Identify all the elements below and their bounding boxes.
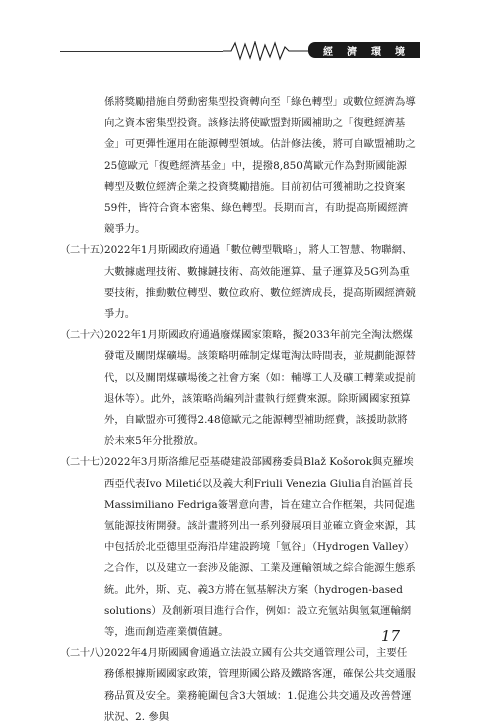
item-number: （二十八） <box>60 647 110 660</box>
section-title-char: 環 <box>371 46 381 58</box>
item-number: （二十五） <box>60 244 110 257</box>
paragraph-text: 係將獎勵措施自勞動密集型投資轉向至「綠色轉型」或數位經濟為導向之資本密集型投資。該修法將使歐盟對斯國補助之「復甦經濟基金」可更彈性運用在能源轉型領域。估計修法後，將可自歐盟補助之25億歐元「復甦經濟基金」中，提撥8,850萬歐元作為對斯國能源轉型及數位經濟企業之投資獎勵措施。目前初估可獲補助之投資案59件，皆符合資本密集、綠色轉型。長期而言，有助提高斯國經濟競爭力。 <box>104 96 416 236</box>
section-title-char: 濟 <box>347 46 357 58</box>
list-item <box>60 643 416 728</box>
list-item <box>60 452 416 643</box>
item-text: 2022年3月斯洛維尼亞基礎建設部國務委員Blaž Košorok與克羅埃西亞代表Ivo Miletić以及義大利Friuli Venezia Giulia自治區首長Massimiliano Fedriga簽署意向書，旨在建立合作框架，共同促進氫能源技術開發。該計畫將列出一系列發展項目並確立資金來源，其中包括於北亞德里亞海沿岸建設跨境「氫谷」（Hydrogen Valley）之合作，以及建立一套涉及能源、工業及運輸領域之綜合能源生態系統。此外，斯、克、義3方將在氫基解決方案（hydrogen-based solutions）及創新項目進行合作，例如：設立充氫站與氫氣運輸網等，進而創造產業價值鏈。 <box>104 456 416 639</box>
item-number: （二十七） <box>60 456 110 469</box>
list-item <box>60 240 416 325</box>
item-text: 2022年1月斯國政府通過「數位轉型戰略」，將人工智慧、物聯網、大數據處理技術、數據鏈技術、高效能運算、量子運算及5G列為重要技術，推動數位轉型、數位政府、數位經濟成長，提高斯國經濟競爭力。 <box>104 244 416 321</box>
list-item <box>60 325 416 452</box>
section-title-char: 經 <box>323 46 333 58</box>
page-header <box>60 40 420 62</box>
item-number: （二十六） <box>60 329 110 342</box>
section-title-char: 境 <box>395 46 405 58</box>
item-text: 2022年1月斯國政府通過廢煤國家策略，擬2033年前完全淘汰燃煤發電及關閉煤礦場。該策略明確制定煤電淘汰時間表，並規劃能源替代，以及關閉煤礦場後之社會方案（如：輔導工人及礦工轉業或提前退休等）。此外，該策略尚編列計畫執行經費來源。除斯國國家預算外，自歐盟亦可獲得2.48億歐元之能源轉型補助經費，該援助款將於未來5年分批撥放。 <box>104 329 416 448</box>
item-text: 2022年4月斯國國會通過立法設立國有公共交通管理公司，主要任務係根據斯國國家政策，管理斯國公路及鐵路客運，確保公共交通服務品質及安全。業務範圍包含3大領域：1.促進公共交通及改善營運狀況、2. 參與 <box>104 647 416 723</box>
pulse-wave-icon <box>223 41 309 61</box>
section-title-band <box>308 42 420 58</box>
continued-paragraph <box>60 92 416 240</box>
page-number: 17 <box>381 627 401 645</box>
main-content <box>60 92 416 728</box>
